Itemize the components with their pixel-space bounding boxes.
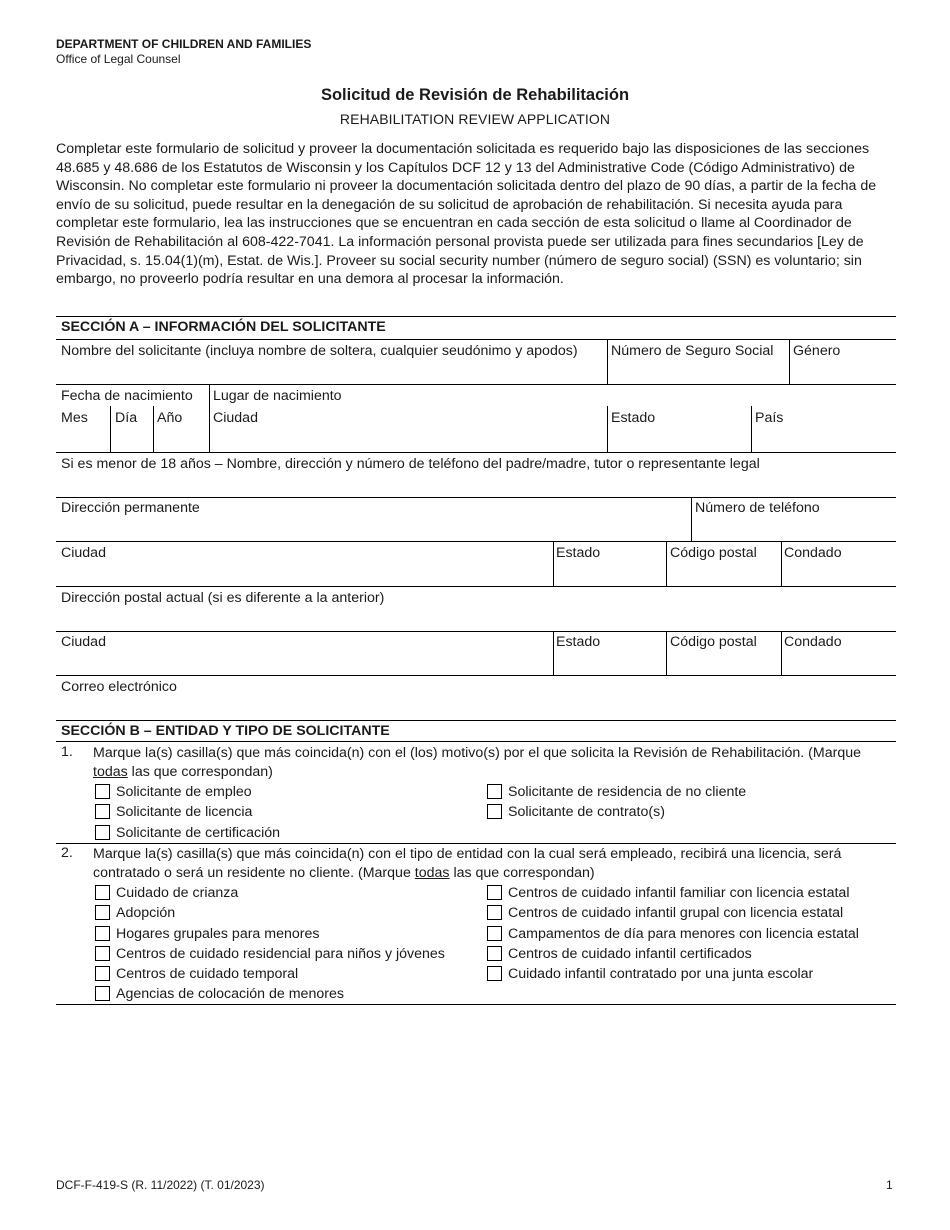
- question-2-text-a: Marque la(s) casilla(s) que más coincida(n) con el tipo de entidad con la cual será empleado, recibirá una licencia, será contratado o será un residente no cliente. (Marque: [93, 846, 842, 881]
- option-day-camps: Campamentos de día para menores con licencia estatal: [508, 926, 859, 942]
- guardian-info-field[interactable]: Si es menor de 18 años – Nombre, dirección y número de teléfono del padre/madre, tutor o representante legal: [61, 456, 760, 472]
- rule: [56, 675, 896, 676]
- checkbox-school-board-child-care[interactable]: [487, 966, 502, 981]
- option-group-homes: Hogares grupales para menores: [116, 926, 320, 942]
- checkbox-foster-care[interactable]: [95, 885, 110, 900]
- option-foster-care: Cuidado de crianza: [116, 885, 239, 901]
- divider: [607, 339, 608, 384]
- section-a-title: SECCIÓN A – INFORMACIÓN DEL SOLICITANTE: [61, 319, 386, 335]
- divider: [666, 541, 667, 586]
- rule: [56, 497, 896, 498]
- option-residential-care-centers: Centros de cuidado residencial para niños y jóvenes: [116, 946, 445, 962]
- birth-state-field[interactable]: Estado: [611, 410, 656, 426]
- divider: [153, 406, 154, 452]
- divider: [666, 631, 667, 675]
- option-license-applicant: Solicitante de licencia: [116, 804, 253, 820]
- checkbox-residential-care-centers[interactable]: [95, 946, 110, 961]
- checkbox-group-homes[interactable]: [95, 926, 110, 941]
- checkbox-contract-applicant[interactable]: [487, 804, 502, 819]
- dob-label: Fecha de nacimiento: [61, 388, 193, 404]
- mailing-zip-field[interactable]: Código postal: [670, 634, 757, 650]
- phone-field[interactable]: Número de teléfono: [695, 500, 820, 516]
- intro-paragraph: Completar este formulario de solicitud y proveer la documentación solicitada es requerido bajo las disposiciones de las secciones 48.685 y 48.686 de los Estatutos de Wisconsin y los Capítulos DCF 12 y 13 del Administrative Code (Código Administrativo) de Wisconsin. No completar este formulario ni proveer la documentación solicitada dentro del plazo de 90 días, a partir de la fecha de envío de su solicitud, puede resultar en la denegación de su solicitud de aprobación de rehabilitación. Si necesita ayuda para completar este formulario, lea las instrucciones que se encuentran en cada sección de esta solicitud o llame al Coordinador de Revisión de Rehabilitación al 608-422-7041. La información personal provista puede ser utilizada para fines secundarios [Ley de Privacidad, s. 15.04(1)(m), Estat. de Wis.]. Proveer su social security number (número de seguro social) (SSN) es voluntario; sin embargo, no proveerlo podría resultar en una demora al procesar la información.: [56, 141, 877, 288]
- state-field[interactable]: Estado: [556, 545, 601, 561]
- option-adoption: Adopción: [116, 905, 176, 921]
- question-2-text: [93, 845, 893, 883]
- ssn-field[interactable]: Número de Seguro Social: [611, 343, 774, 359]
- checkbox-non-client-resident[interactable]: [487, 784, 502, 799]
- county-field[interactable]: Condado: [784, 545, 842, 561]
- mailing-address-field[interactable]: Dirección postal actual (si es diferente a la anterior): [61, 590, 385, 606]
- checkbox-certified-child-care[interactable]: [487, 946, 502, 961]
- birth-city-field[interactable]: Ciudad: [213, 410, 258, 426]
- birth-country-field[interactable]: País: [755, 410, 784, 426]
- form-id: DCF-F-419-S (R. 11/2022) (T. 01/2023): [56, 1178, 265, 1192]
- page-number: 1: [886, 1178, 893, 1192]
- divider: [789, 339, 790, 384]
- divider: [553, 631, 554, 675]
- permanent-address-field[interactable]: Dirección permanente: [61, 500, 200, 516]
- zip-field[interactable]: Código postal: [670, 545, 757, 561]
- checkbox-shelter-care[interactable]: [95, 966, 110, 981]
- rule: [56, 452, 896, 453]
- option-family-child-care: Centros de cuidado infantil familiar con licencia estatal: [508, 885, 850, 901]
- divider: [209, 384, 210, 452]
- form-subtitle: REHABILITATION REVIEW APPLICATION: [339, 111, 611, 127]
- checkbox-day-camps[interactable]: [487, 926, 502, 941]
- city-field[interactable]: Ciudad: [61, 545, 106, 561]
- option-non-client-resident: Solicitante de residencia de no cliente: [508, 784, 747, 800]
- question-1-number: 1.: [61, 744, 73, 760]
- option-group-child-care: Centros de cuidado infantil grupal con licencia estatal: [508, 905, 844, 921]
- divider: [110, 406, 111, 452]
- question-2-text-b: las que correspondan): [449, 865, 595, 881]
- dob-day-field[interactable]: Día: [115, 410, 138, 426]
- divider: [607, 406, 608, 452]
- option-shelter-care: Centros de cuidado temporal: [116, 966, 299, 982]
- mailing-state-field[interactable]: Estado: [556, 634, 601, 650]
- rule: [56, 541, 896, 542]
- agency-block: [56, 37, 311, 67]
- option-certified-child-care: Centros de cuidado infantil certificados: [508, 946, 752, 962]
- section-b-top-rule: [56, 720, 896, 721]
- dob-year-field[interactable]: Año: [157, 410, 183, 426]
- question-2-number: 2.: [61, 845, 73, 861]
- mailing-county-field[interactable]: Condado: [784, 634, 842, 650]
- section-b-title: SECCIÓN B – ENTIDAD Y TIPO DE SOLICITANTE: [61, 723, 390, 739]
- option-child-placing-agencies: Agencias de colocación de menores: [116, 986, 344, 1002]
- checkbox-group-child-care[interactable]: [487, 905, 502, 920]
- divider: [691, 497, 692, 541]
- rule: [56, 843, 896, 844]
- option-contract-applicant: Solicitante de contrato(s): [508, 804, 665, 820]
- divider: [781, 541, 782, 586]
- divider: [751, 406, 752, 452]
- mailing-city-field[interactable]: Ciudad: [61, 634, 106, 650]
- rule: [56, 631, 896, 632]
- checkbox-child-placing-agencies[interactable]: [95, 986, 110, 1001]
- office-name: Office of Legal Counsel: [56, 52, 181, 66]
- applicant-name-field[interactable]: Nombre del solicitante (incluya nombre de soltera, cualquier seudónimo y apodos): [61, 343, 578, 359]
- section-a-top-rule: [56, 316, 896, 317]
- checkbox-certification-applicant[interactable]: [95, 825, 110, 840]
- option-school-board-child-care: Cuidado infantil contratado por una junta escolar: [508, 966, 814, 982]
- checkbox-family-child-care[interactable]: [487, 885, 502, 900]
- rule: [56, 339, 896, 340]
- department-name: DEPARTMENT OF CHILDREN AND FAMILIES: [56, 37, 312, 51]
- option-certification-applicant: Solicitante de certificación: [116, 825, 281, 841]
- gender-field[interactable]: Género: [793, 343, 841, 359]
- rule: [56, 741, 896, 742]
- birthplace-label: Lugar de nacimiento: [213, 388, 342, 404]
- question-1-emphasis: todas: [93, 764, 128, 780]
- checkbox-employment-applicant[interactable]: [95, 784, 110, 799]
- checkbox-adoption[interactable]: [95, 905, 110, 920]
- question-2-emphasis: todas: [414, 865, 450, 881]
- question-1-text-b: las que correspondan): [127, 764, 273, 780]
- form-title: Solicitud de Revisión de Rehabilitación: [320, 86, 630, 104]
- email-field[interactable]: Correo electrónico: [61, 679, 177, 695]
- question-1-text: [93, 744, 893, 782]
- section-b-bottom-rule: [56, 1004, 896, 1005]
- divider: [553, 541, 554, 586]
- rule: [56, 586, 896, 587]
- rule: [56, 384, 896, 385]
- dob-month-field[interactable]: Mes: [61, 410, 88, 426]
- checkbox-license-applicant[interactable]: [95, 804, 110, 819]
- question-1-text-a: Marque la(s) casilla(s) que más coincida(n) con el (los) motivo(s) por el que solicita la Revisión de Rehabilitación. (Marque: [93, 745, 862, 761]
- divider: [781, 631, 782, 675]
- option-employment-applicant: Solicitante de empleo: [116, 784, 252, 800]
